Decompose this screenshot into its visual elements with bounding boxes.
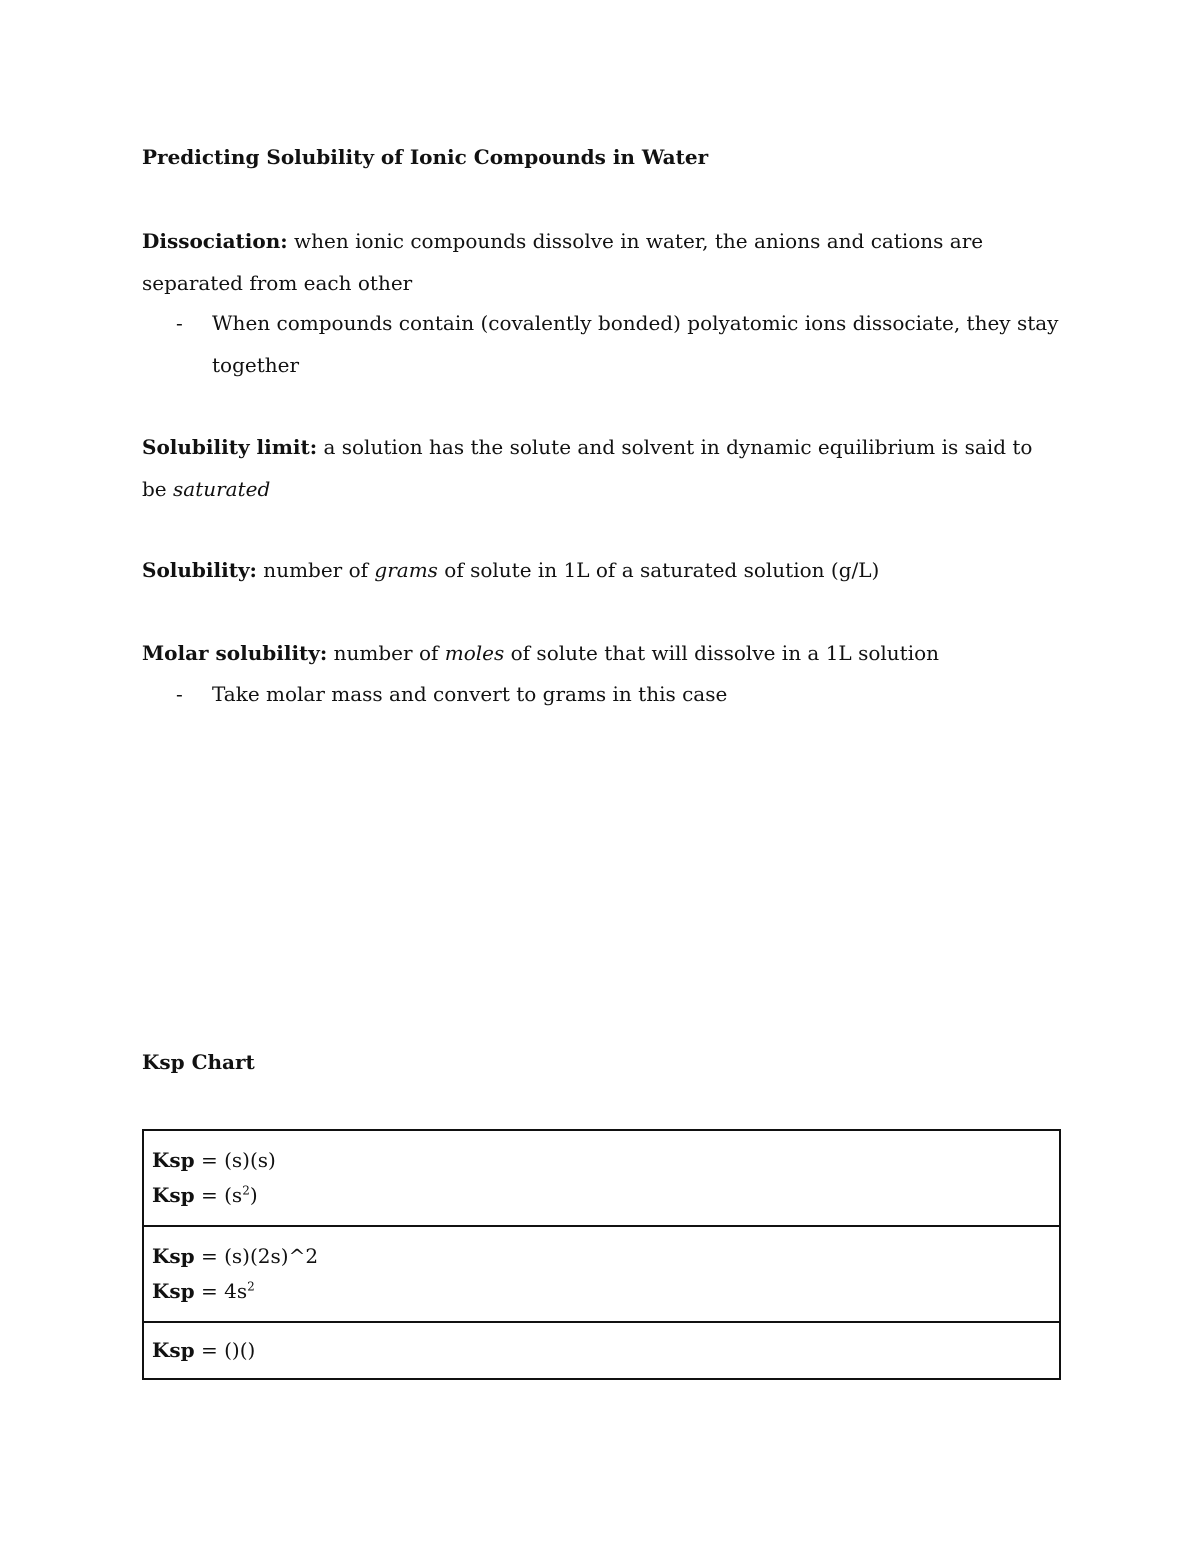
equation-expression: = 4s (194, 1279, 248, 1303)
equation-line (152, 1178, 1051, 1213)
solubility-text-after: of solute in 1L of a saturated solution (g/L) (437, 558, 880, 582)
solubility-limit-definition (142, 426, 1062, 510)
molar-solubility-text-before: number of (327, 641, 445, 665)
ksp-chart-table (142, 1129, 1061, 1380)
equation-expression: = (s (194, 1183, 243, 1207)
molar-solubility-definition (142, 632, 1062, 674)
molar-solubility-bullet-text: Take molar mass and convert to grams in this case (212, 682, 728, 706)
dissociation-text: when ionic compounds dissolve in water, the anions and cations are separated from each other (142, 229, 984, 295)
dissociation-term: Dissociation: (142, 229, 288, 253)
page-title: Predicting Solubility of Ionic Compounds in Water (142, 145, 709, 169)
equation-line (152, 1143, 1051, 1178)
table-cell (143, 1322, 1060, 1379)
solubility-limit-text: a solution has the solute and solvent in dynamic equilibrium is said to be (142, 435, 1033, 501)
ksp-label: Ksp (152, 1338, 195, 1362)
bullet-dash: - (176, 682, 183, 706)
ksp-label: Ksp (152, 1279, 195, 1303)
solubility-emphasis: grams (374, 558, 438, 582)
solubility-definition (142, 549, 1062, 591)
table-row (143, 1130, 1060, 1226)
solubility-limit-term: Solubility limit: (142, 435, 318, 459)
molar-solubility-text-after: of solute that will dissolve in a 1L solution (504, 641, 940, 665)
equation-line (152, 1239, 1051, 1274)
dissociation-definition (142, 220, 1062, 304)
ksp-chart-heading: Ksp Chart (142, 1050, 255, 1074)
bullet-dash: - (176, 311, 183, 335)
exponent: 2 (247, 1279, 255, 1294)
dissociation-bullet (142, 302, 1062, 386)
solubility-text-before: number of (256, 558, 375, 582)
dissociation-bullet-text: When compounds contain (covalently bonded) polyatomic ions dissociate, they stay together (212, 311, 1059, 377)
equation-expression: = ()() (194, 1338, 256, 1362)
equation-expression-end: ) (249, 1183, 258, 1207)
solubility-term: Solubility: (142, 558, 257, 582)
table-row (143, 1226, 1060, 1322)
solubility-limit-emphasis: saturated (173, 477, 271, 501)
molar-solubility-term: Molar solubility: (142, 641, 328, 665)
molar-solubility-bullet (142, 673, 1062, 715)
table-cell (143, 1130, 1060, 1226)
ksp-label: Ksp (152, 1148, 195, 1172)
equation-expression: = (s)(s) (194, 1148, 276, 1172)
ksp-label: Ksp (152, 1183, 195, 1207)
equation-line (152, 1333, 1051, 1368)
table-cell (143, 1226, 1060, 1322)
table-row (143, 1322, 1060, 1379)
equation-expression: = (s)(2s)^2 (194, 1244, 319, 1268)
ksp-label: Ksp (152, 1244, 195, 1268)
molar-solubility-emphasis: moles (444, 641, 505, 665)
exponent: 2 (242, 1183, 250, 1198)
equation-line (152, 1274, 1051, 1309)
